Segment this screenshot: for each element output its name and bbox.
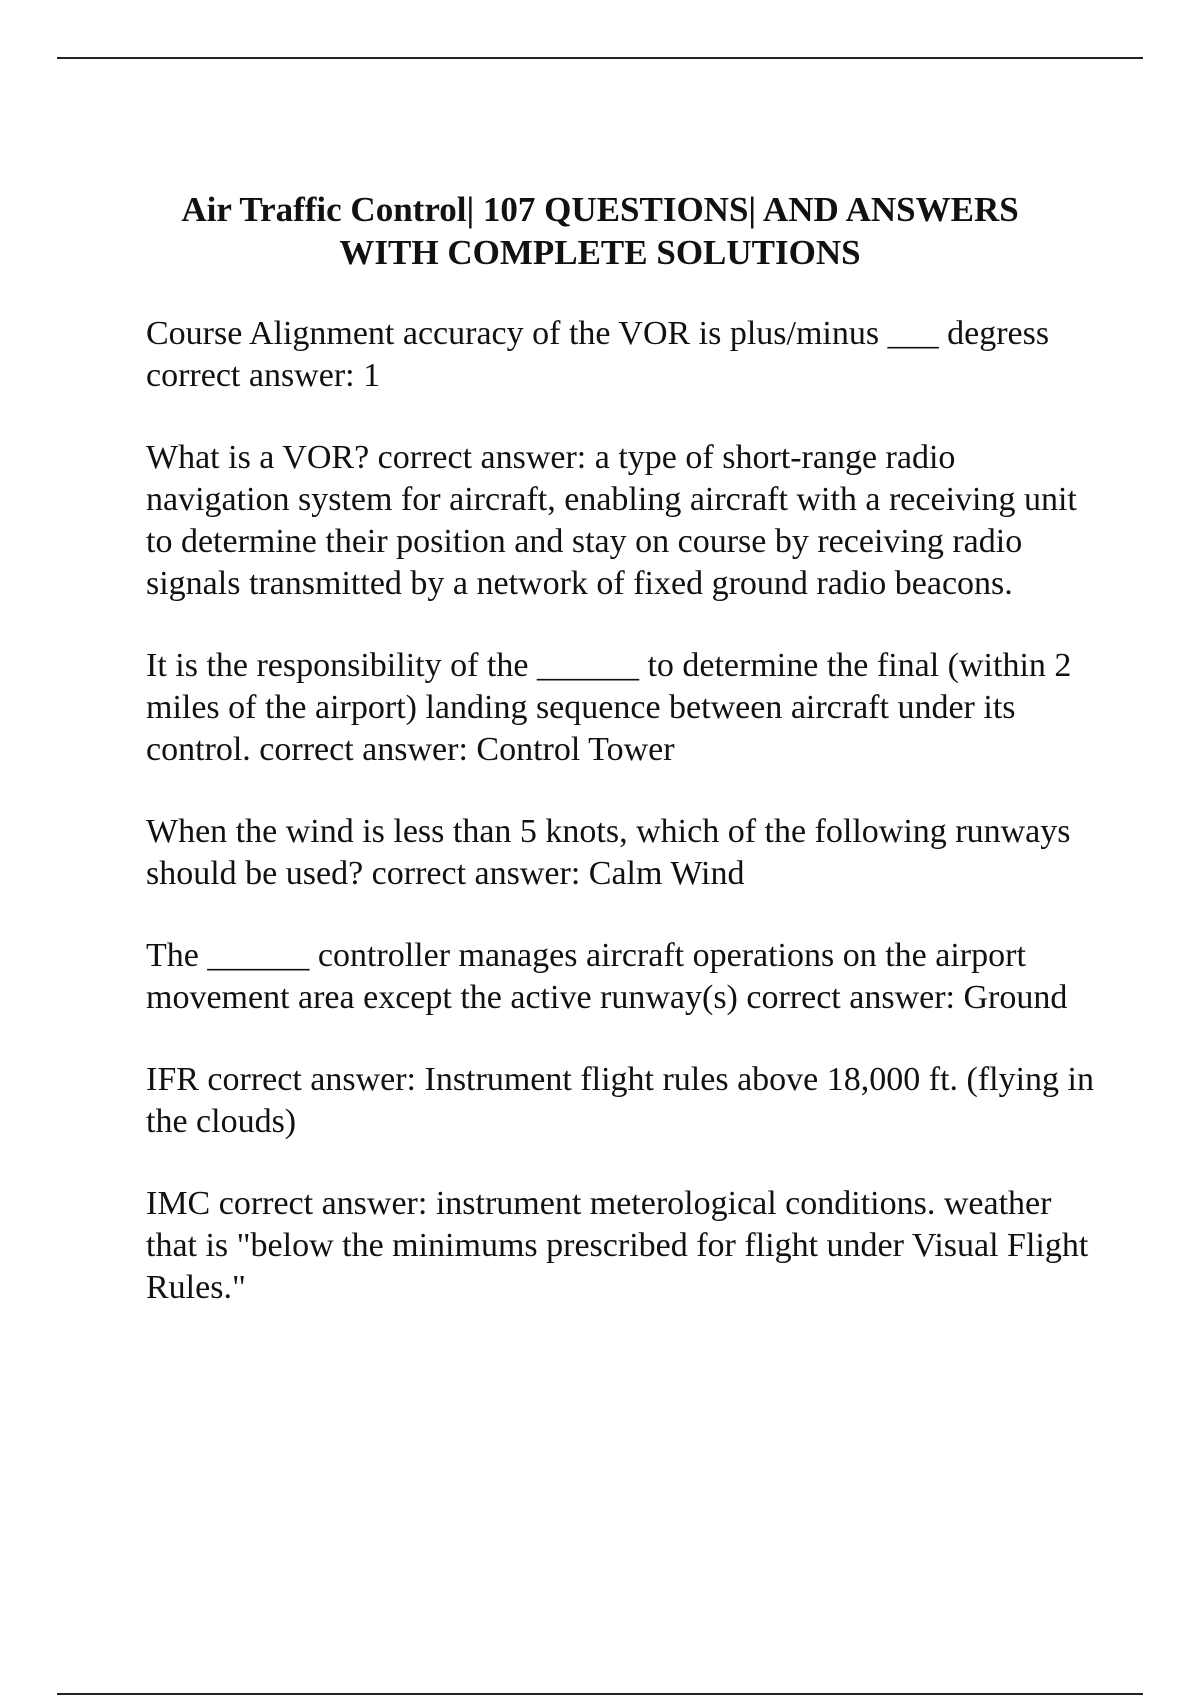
title-line-2: WITH COMPLETE SOLUTIONS bbox=[339, 233, 861, 272]
qa-item: The ______ controller manages aircraft operations on the airport movement area except the active runway(s) correct answer: Ground bbox=[146, 937, 1068, 1016]
top-divider bbox=[57, 57, 1143, 59]
qa-item: What is a VOR? correct answer: a type of short-range radio navigation system for aircraft, enabling aircraft with a receiving unit to determine their position and stay on course by receiving radio signals transmitted by a network of fixed ground radio beacons. bbox=[146, 439, 1077, 602]
document-title bbox=[100, 188, 1100, 274]
qa-item: IMC correct answer: instrument meterological conditions. weather that is "below the minimums prescribed for flight under Visual Flight Rules." bbox=[146, 1185, 1089, 1306]
qa-item: It is the responsibility of the ______ to determine the final (within 2 miles of the airport) landing sequence between aircraft under its control. correct answer: Control Tower bbox=[146, 647, 1072, 768]
title-line-1: Air Traffic Control| 107 QUESTIONS| AND ANSWERS bbox=[181, 190, 1019, 229]
bottom-divider bbox=[57, 1693, 1143, 1695]
qa-list bbox=[146, 313, 1106, 1349]
qa-item: When the wind is less than 5 knots, which of the following runways should be used? correct answer: Calm Wind bbox=[146, 813, 1071, 892]
qa-item: Course Alignment accuracy of the VOR is plus/minus ___ degress correct answer: 1 bbox=[146, 315, 1050, 394]
qa-item: IFR correct answer: Instrument flight rules above 18,000 ft. (flying in the clouds) bbox=[146, 1061, 1094, 1140]
